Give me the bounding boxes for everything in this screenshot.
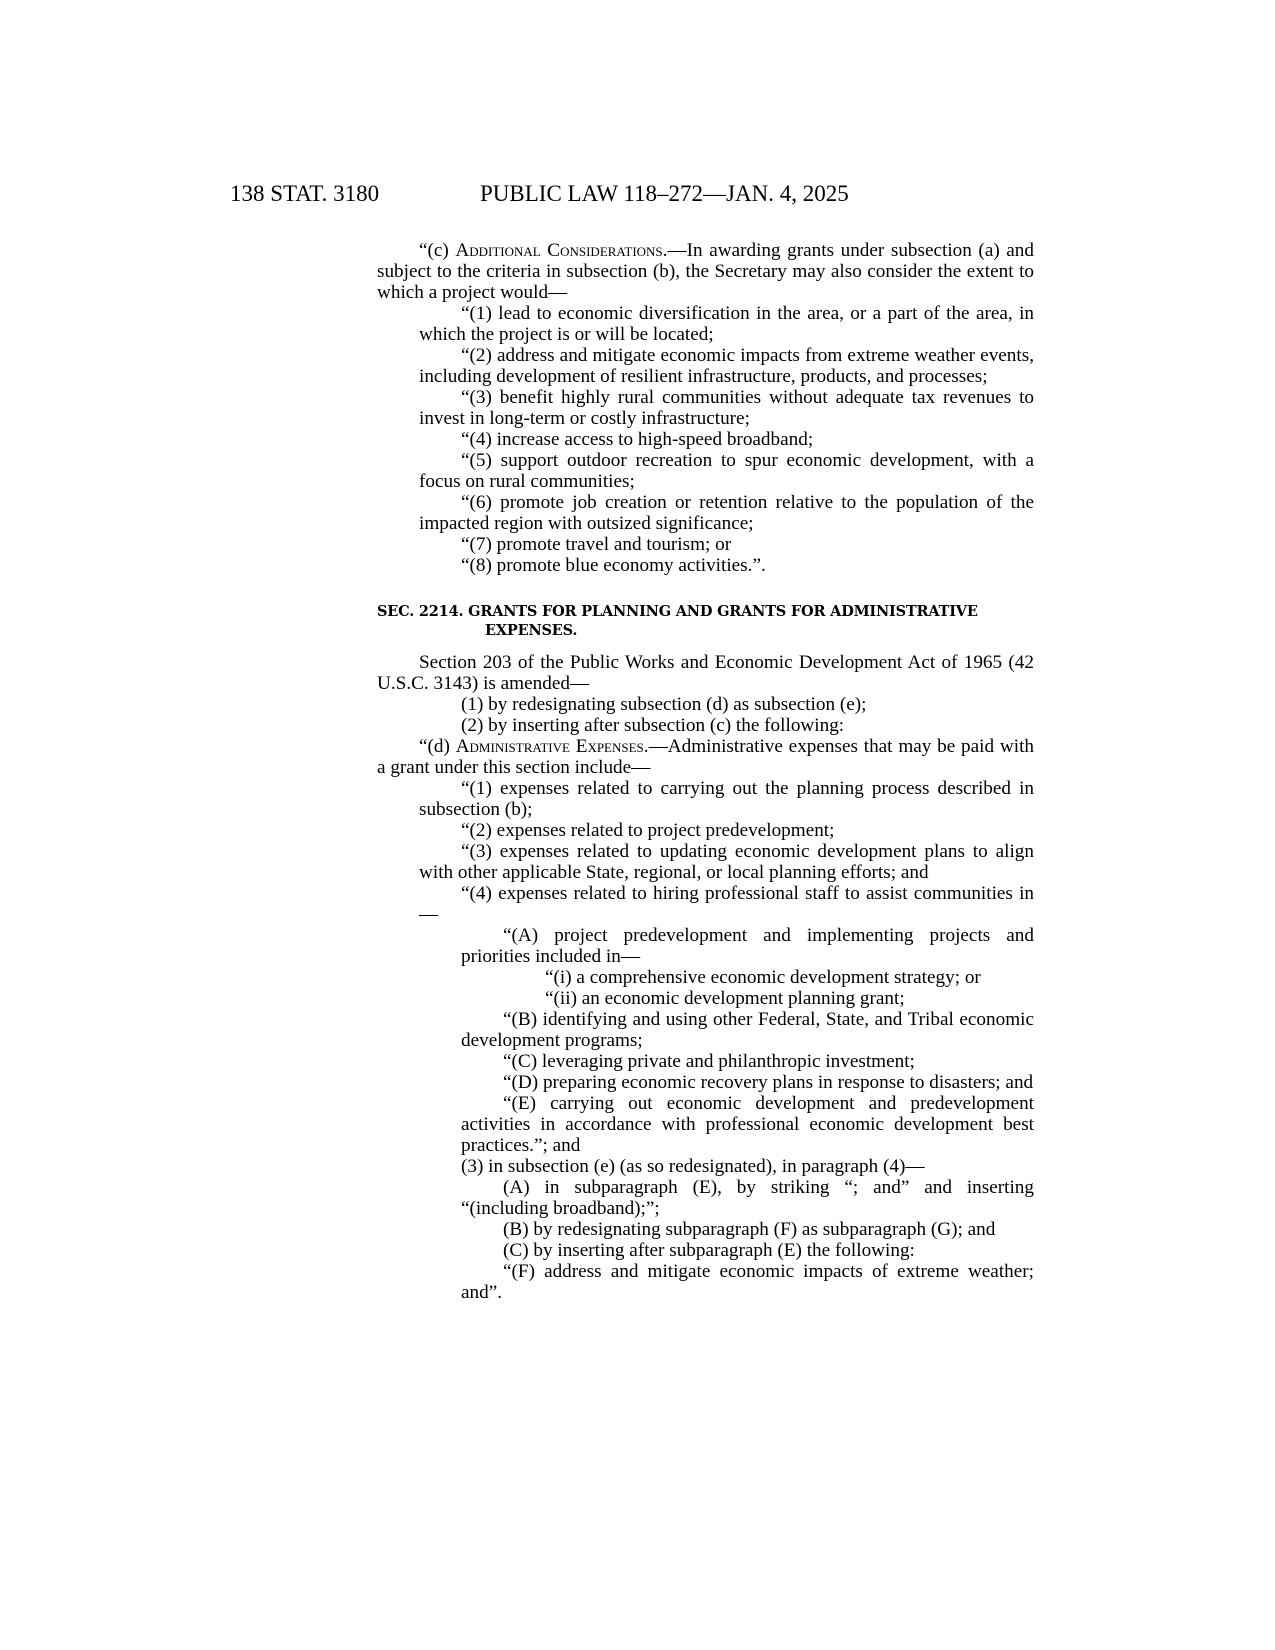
paragraph-1: “(1) expenses related to carrying out the planning process described in subsection (b); [419, 778, 1034, 820]
subsection-c-item: “(8) promote blue economy activities.”. [461, 555, 766, 576]
paragraph-2: “(2) expenses related to project predevelopment; [461, 820, 835, 841]
amendment-2: (2) by inserting after subsection (c) the following: [461, 715, 845, 736]
subparagraph-e: “(E) carrying out economic development and predevelopment activities in accordance with professional economic development best practices.”; and [461, 1093, 1034, 1156]
section-heading: SEC. 2214. GRANTS FOR PLANNING AND GRANTS FOR ADMINISTRATIVE EXPENSES. [377, 603, 978, 639]
public-law-title: PUBLIC LAW 118–272—JAN. 4, 2025 [480, 181, 849, 206]
amendment-3f: “(F) address and mitigate economic impacts of extreme weather; and”. [461, 1261, 1034, 1303]
statute-page-number: 138 STAT. 3180 [230, 181, 380, 206]
subsection-c-item: “(6) promote job creation or retention relative to the population of the impacted region with outsized significance; [419, 492, 1034, 534]
paragraph-3: “(3) expenses related to updating economic development plans to align with other applicable State, regional, or local planning efforts; and [419, 841, 1034, 883]
amendment-3b: (B) by redesignating subparagraph (F) as subparagraph (G); and [503, 1219, 996, 1240]
subsection-c-item: “(3) benefit highly rural communities without adequate tax revenues to invest in long-term or costly infrastructure; [419, 387, 1034, 429]
amendment-3a: (A) in subparagraph (E), by striking “; and” and inserting “(including broadband);”; [461, 1177, 1034, 1219]
subparagraph-d: “(D) preparing economic recovery plans in response to disasters; and [503, 1072, 1034, 1093]
clause-i: “(i) a comprehensive economic development strategy; or [545, 967, 981, 988]
amendment-1: (1) by redesignating subsection (d) as subsection (e); [461, 694, 867, 715]
subsection-d-intro: “(d) Administrative Expenses.—Administrative expenses that may be paid with a grant under this section include— [377, 736, 1034, 778]
subparagraph-c: “(C) leveraging private and philanthropic investment; [503, 1051, 915, 1072]
amendment-3: (3) in subsection (e) (as so redesignated), in paragraph (4)— [461, 1156, 925, 1177]
subsection-d-heading: Administrative Expenses [455, 736, 644, 757]
subparagraph-a: “(A) project predevelopment and implementing projects and priorities included in— [461, 925, 1034, 967]
subsection-c-item: “(7) promote travel and tourism; or [461, 534, 732, 555]
amendment-3c: (C) by inserting after subparagraph (E) the following: [503, 1240, 915, 1261]
page-body [377, 240, 1034, 1303]
clause-ii: “(ii) an economic development planning grant; [545, 988, 905, 1009]
subsection-c-item: “(5) support outdoor recreation to spur economic development, with a focus on rural communities; [419, 450, 1034, 492]
subsection-c-item: “(1) lead to economic diversification in the area, or a part of the area, in which the project is or will be located; [419, 303, 1034, 345]
page-header [230, 181, 1030, 211]
paragraph-4: “(4) expenses related to hiring professional staff to assist communities in— [419, 883, 1034, 925]
subparagraph-b: “(B) identifying and using other Federal, State, and Tribal economic development programs; [461, 1009, 1034, 1051]
subsection-c-item: “(2) address and mitigate economic impacts from extreme weather events, including development of resilient infrastructure, products, and processes; [419, 345, 1034, 387]
subsection-c-item: “(4) increase access to high-speed broadband; [461, 429, 814, 450]
section-intro: Section 203 of the Public Works and Economic Development Act of 1965 (42 U.S.C. 3143) is amended— [377, 652, 1034, 694]
subsection-c-intro: “(c) Additional Considerations.—In awarding grants under subsection (a) and subject to the criteria in subsection (b), the Secretary may also consider the extent to which a project would— [377, 240, 1034, 303]
subsection-c-heading: Additional Considerations [455, 240, 663, 261]
